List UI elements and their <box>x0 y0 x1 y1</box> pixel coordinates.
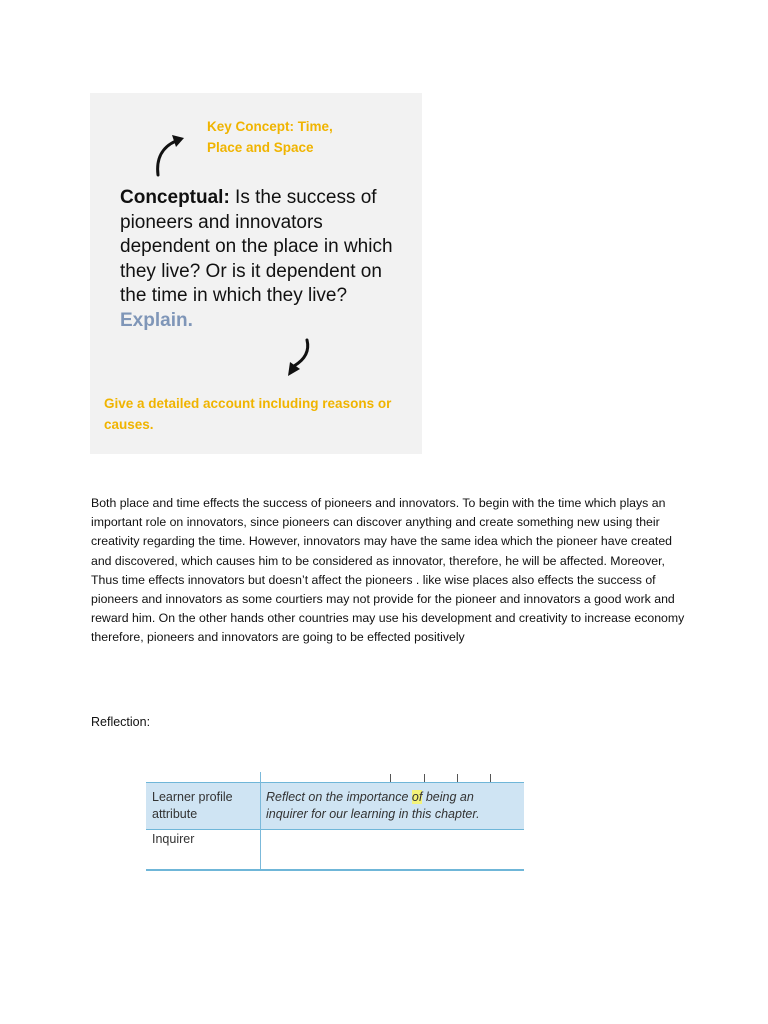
curved-arrow-up-icon <box>150 129 190 179</box>
reflection-label: Reflection: <box>91 715 151 729</box>
curved-arrow-down-icon <box>280 336 320 386</box>
table-tick <box>457 774 458 782</box>
header-reflect-text-1: Reflect on the importance <box>266 790 412 804</box>
highlighted-word: of <box>411 790 423 804</box>
conceptual-question-text: Is the success of pioneers and innovators dependent on the place in which they live? Or is it dependent on the time in which they live? <box>120 187 393 306</box>
header-reflect-text-2: being an inquirer for our learning in this chapter. <box>266 790 480 821</box>
essay-paragraph: Both place and time effects the success of pioneers and innovators. To begin with the time which plays an important role on innovators, since pioneers can discover anything and create something new using their creativity regarding the time. However, innovators may have the same idea which the pioneer have created and discovered, which causes him to be considered as innovator, therefore, he will be affected. Moreover, Thus time effects innovators but doesn’t affect the pioneers . like wise places also effects the success of pioneers and innovators as some courtiers may not provide for the pioneer and innovators a good work and reward him. On the other hands other countries may use his development and creativity to increase economy therefore, pioneers and innovators are going to be effected positively <box>91 496 685 645</box>
conceptual-lead: Conceptual: <box>120 187 230 208</box>
reflection-table <box>146 772 524 872</box>
table-bottom-border <box>146 869 524 871</box>
conceptual-question <box>120 186 400 333</box>
header-cell-attribute: Learner profile attribute <box>152 790 233 821</box>
explain-label: Explain. <box>120 309 193 331</box>
table-header-row <box>146 782 524 830</box>
table-tick <box>424 774 425 782</box>
table-tick <box>390 774 391 782</box>
detail-prompt: Give a detailed account including reasons or causes. <box>104 396 392 432</box>
concept-box <box>90 93 422 454</box>
key-concept-label: Key Concept: Time, Place and Space <box>207 119 333 155</box>
table-row-inquirer: Inquirer <box>152 832 195 846</box>
column-divider <box>260 772 261 870</box>
table-tick <box>490 774 491 782</box>
header-cell-reflect <box>266 789 516 823</box>
